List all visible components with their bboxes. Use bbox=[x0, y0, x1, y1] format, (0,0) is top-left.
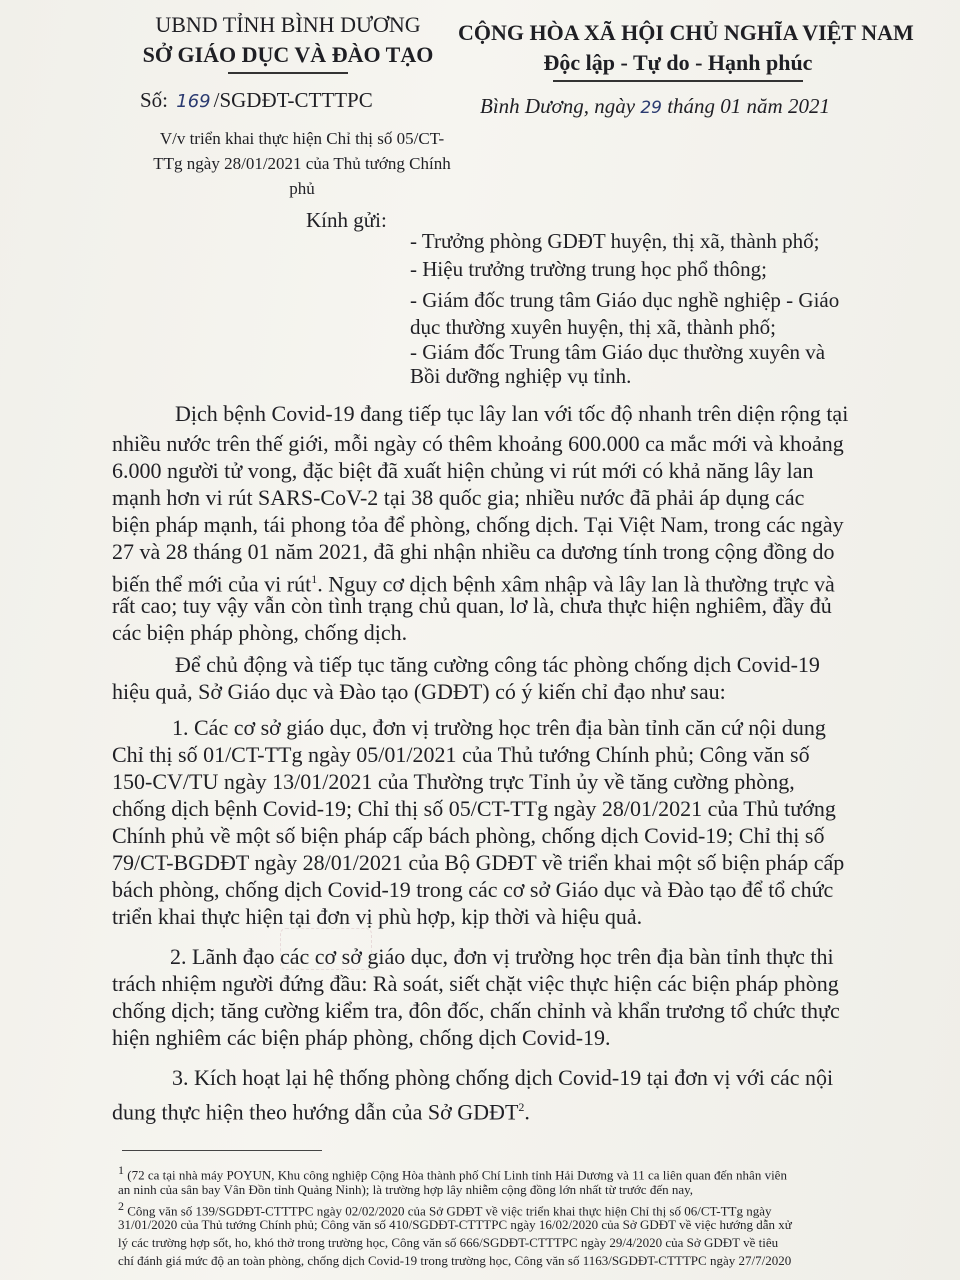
body-line: hiện nghiêm các biện pháp phòng, chống dịch Covid-19. bbox=[112, 1025, 611, 1050]
body-line bbox=[112, 1094, 530, 1125]
text-run: (72 ca tại nhà máy POYUN, Khu công nghiệp Cộng Hòa thành phố Chí Linh tỉnh Hải Dương và 11 ca liên quan đến nhân viên bbox=[127, 1167, 787, 1183]
issuing-organization bbox=[128, 10, 448, 74]
body-line: chống dịch bệnh Covid-19; Chỉ thị số 05/CT-TTg ngày 28/01/2021 của Thủ tướng bbox=[112, 796, 836, 821]
body-line: 2. Lãnh đạo các cơ sở giáo dục, đơn vị trường học trên địa bàn tỉnh thực thi bbox=[170, 944, 834, 969]
body-line: các biện pháp phòng, chống dịch. bbox=[112, 620, 408, 645]
province-name: UBND TỈNH BÌNH DƯƠNG bbox=[155, 12, 421, 37]
national-motto bbox=[458, 18, 914, 82]
body-line: hiệu quả, Sở Giáo dục và Đào tạo (GDĐT) có ý kiến chỉ đạo như sau: bbox=[112, 679, 726, 704]
recipient-line: dục thường xuyên huyện, thị xã, thành phố; bbox=[410, 315, 777, 339]
text-run: . Nguy cơ dịch bệnh xâm nhập và lây lan là thường trực và bbox=[317, 571, 835, 597]
body-line: Dịch bệnh Covid-19 đang tiếp tục lây lan với tốc độ nhanh trên diện rộng tại bbox=[175, 401, 849, 426]
footnote-mark: 1 bbox=[118, 1163, 124, 1177]
text-run: . bbox=[524, 1099, 530, 1125]
number-prefix: Số: bbox=[140, 88, 169, 112]
body-line: 79/CT-BGDĐT ngày 28/01/2021 của Bộ GDĐT về triển khai một số biện pháp cấp bbox=[112, 850, 845, 875]
org-underline bbox=[228, 72, 348, 74]
body-line: nhiều nước trên thế giới, mỗi ngày có thêm khoảng 600.000 ca mắc mới và khoảng bbox=[112, 431, 844, 456]
footnote-2-line: 31/01/2020 của Thủ tướng Chính phủ; Công văn số 410/SGDĐT-CTTTPC ngày 16/02/2020 của Sở GDĐT về việc hướng dẫn xử bbox=[118, 1217, 792, 1232]
body-line: biện pháp mạnh, tái phong tỏa để phòng, chống dịch. Tại Việt Nam, trong các ngày bbox=[112, 512, 844, 537]
footnote-2-line: chí đánh giá mức độ an toàn phòng, chống dịch Covid-19 trong trường học, Công văn số 1163/SGDĐT-CTTTPC ngày 27/7/2020 bbox=[118, 1253, 792, 1268]
country-name: CỘNG HÒA XÃ HỘI CHỦ NGHĨA VIỆT NAM bbox=[458, 20, 914, 45]
recipient-line: - Giám đốc Trung tâm Giáo dục thường xuyên và bbox=[410, 340, 826, 364]
text-run: biến thể mới của vi rút bbox=[112, 571, 312, 597]
motto: Độc lập - Tự do - Hạnh phúc bbox=[543, 50, 813, 75]
motto-underline bbox=[553, 80, 803, 82]
recipients-heading: Kính gửi: bbox=[306, 208, 387, 232]
date-prefix: Bình Dương, ngày bbox=[480, 94, 636, 118]
recipient-line: Bồi dưỡng nghiệp vụ tỉnh. bbox=[410, 364, 632, 388]
body-line: trách nhiệm người đứng đầu: Rà soát, siết chặt việc thực hiện các biện pháp phòng bbox=[112, 971, 839, 996]
recipient-line: - Trưởng phòng GDĐT huyện, thị xã, thành phố; bbox=[410, 229, 820, 253]
handwritten-day: 29 bbox=[640, 98, 662, 118]
footnote-ref-1[interactable]: 1 bbox=[311, 572, 318, 586]
document-date bbox=[480, 94, 830, 119]
number-suffix: /SGDĐT-CTTTPC bbox=[213, 88, 373, 112]
footnote-1-line: an ninh của sân bay Vân Đồn tỉnh Quảng Ninh); là trường hợp lây nhiễm cộng đồng lớn nhất từ trước đến nay, bbox=[118, 1182, 694, 1197]
footnote-separator bbox=[122, 1150, 322, 1151]
body-line: 3. Kích hoạt lại hệ thống phòng chống dịch Covid-19 tại đơn vị với các nội bbox=[172, 1065, 834, 1090]
body-line: Chính phủ về một số biện pháp cấp bách phòng, chống dịch Covid-19; Chỉ thị số bbox=[112, 823, 825, 848]
body-line: 1. Các cơ sở giáo dục, đơn vị trường học trên địa bàn tỉnh căn cứ nội dung bbox=[172, 715, 826, 740]
text-run: dung thực hiện theo hướng dẫn của Sở GDĐT bbox=[112, 1099, 519, 1125]
recipient-line: - Giám đốc trung tâm Giáo dục nghề nghiệp - Giáo bbox=[410, 288, 840, 312]
body-line: rất cao; tuy vậy vẫn còn tình trạng chủ quan, lơ là, chưa thực hiện nghiêm, đầy đủ bbox=[112, 593, 832, 618]
body-line: bách phòng, chống dịch Covid-19 trong các cơ sở Giáo dục và Đào tạo để tổ chức bbox=[112, 877, 834, 902]
body-line: chống dịch; tăng cường kiểm tra, đôn đốc, chấn chỉnh và khẩn trương tổ chức thực bbox=[112, 998, 840, 1023]
handwritten-number: 169 bbox=[176, 91, 211, 112]
body-line: 6.000 người tử vong, đặc biệt đã xuất hiện chủng vi rút mới có khả năng lây lan bbox=[112, 458, 814, 483]
body-line: 150-CV/TU ngày 13/01/2021 của Thường trực Tỉnh ủy về tăng cường phòng, bbox=[112, 769, 795, 794]
footnote-2-line: lý các trường hợp sốt, ho, khó thở trong trường học, Công văn số 666/SGDĐT-CTTTPC ngày 29/4/2020 của Sở GDĐT về tiêu bbox=[118, 1235, 779, 1250]
footnote-mark: 2 bbox=[118, 1199, 124, 1213]
date-suffix: tháng 01 năm 2021 bbox=[667, 94, 830, 118]
footnote-ref-2[interactable]: 2 bbox=[518, 1100, 525, 1114]
body-line: triển khai thực hiện tại đơn vị phù hợp, kịp thời và hiệu quả. bbox=[112, 904, 643, 929]
document-number bbox=[140, 88, 373, 113]
body-line: 27 và 28 tháng 01 năm 2021, đã ghi nhận nhiều ca dương tính trong cộng đồng do bbox=[112, 539, 835, 564]
text-run: Công văn số 139/SGDĐT-CTTTPC ngày 02/02/2020 của Sở GDĐT về việc triển khai thực hiện Chỉ thị số 06/CT-TTg ngày bbox=[127, 1203, 772, 1219]
body-line: Để chủ động và tiếp tục tăng cường công tác phòng chống dịch Covid-19 bbox=[175, 652, 820, 677]
body-line: Chỉ thị số 01/CT-TTg ngày 05/01/2021 của Thủ tướng Chính phủ; Công văn số bbox=[112, 742, 810, 767]
recipient-line: - Hiệu trưởng trường trung học phổ thông; bbox=[410, 257, 768, 281]
body-line: mạnh hơn vi rút SARS-CoV-2 tại 38 quốc gia; nhiều nước đã phải áp dụng các bbox=[112, 485, 805, 510]
document-subject: V/v triển khai thực hiện Chỉ thị số 05/CT-TTg ngày 28/01/2021 của Thủ tướng Chính phủ bbox=[153, 129, 451, 198]
department-name: SỞ GIÁO DỤC VÀ ĐÀO TẠO bbox=[142, 42, 434, 67]
